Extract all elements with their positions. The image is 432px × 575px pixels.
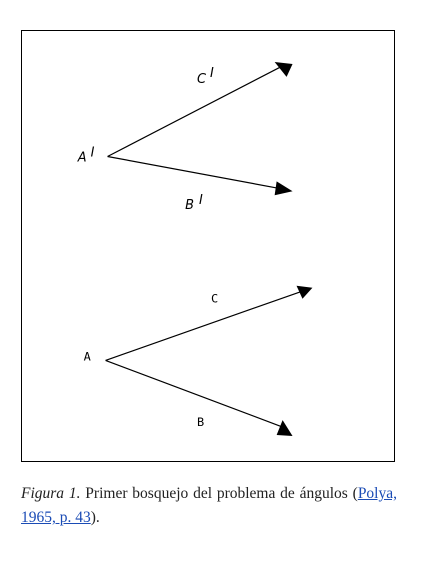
upper-angle xyxy=(77,62,293,213)
figure-frame xyxy=(21,30,395,462)
upper-ray-c-prime: I xyxy=(209,65,214,81)
figure-caption xyxy=(21,482,397,530)
figure-caption-text: Primer bosquejo del problema de ángulos ( xyxy=(80,485,358,502)
upper-vertex-prime: I xyxy=(90,145,95,161)
lower-angle xyxy=(84,286,313,436)
angle-sketch xyxy=(22,31,394,461)
upper-arrowhead-c xyxy=(275,62,293,77)
upper-ray-b xyxy=(108,156,279,188)
figure-caption-label: Figura 1. xyxy=(21,485,81,502)
upper-vertex-label: A xyxy=(77,150,87,166)
lower-arrowhead-b xyxy=(277,420,293,436)
upper-ray-b-prime: I xyxy=(199,193,203,209)
upper-ray-c xyxy=(108,67,281,157)
upper-ray-b-label: B xyxy=(185,198,194,214)
upper-arrowhead-b xyxy=(275,181,293,195)
lower-ray-c-label: C xyxy=(210,291,219,306)
lower-ray-b-label: B xyxy=(197,415,205,430)
upper-ray-c-label: C xyxy=(197,71,207,87)
lower-ray-c xyxy=(106,292,301,361)
citation-link[interactable]: Polya, 1965, p. 43 xyxy=(21,485,397,526)
lower-vertex-label: A xyxy=(83,349,91,364)
lower-ray-b xyxy=(106,360,283,430)
figure-caption-closing: ). xyxy=(90,509,100,526)
